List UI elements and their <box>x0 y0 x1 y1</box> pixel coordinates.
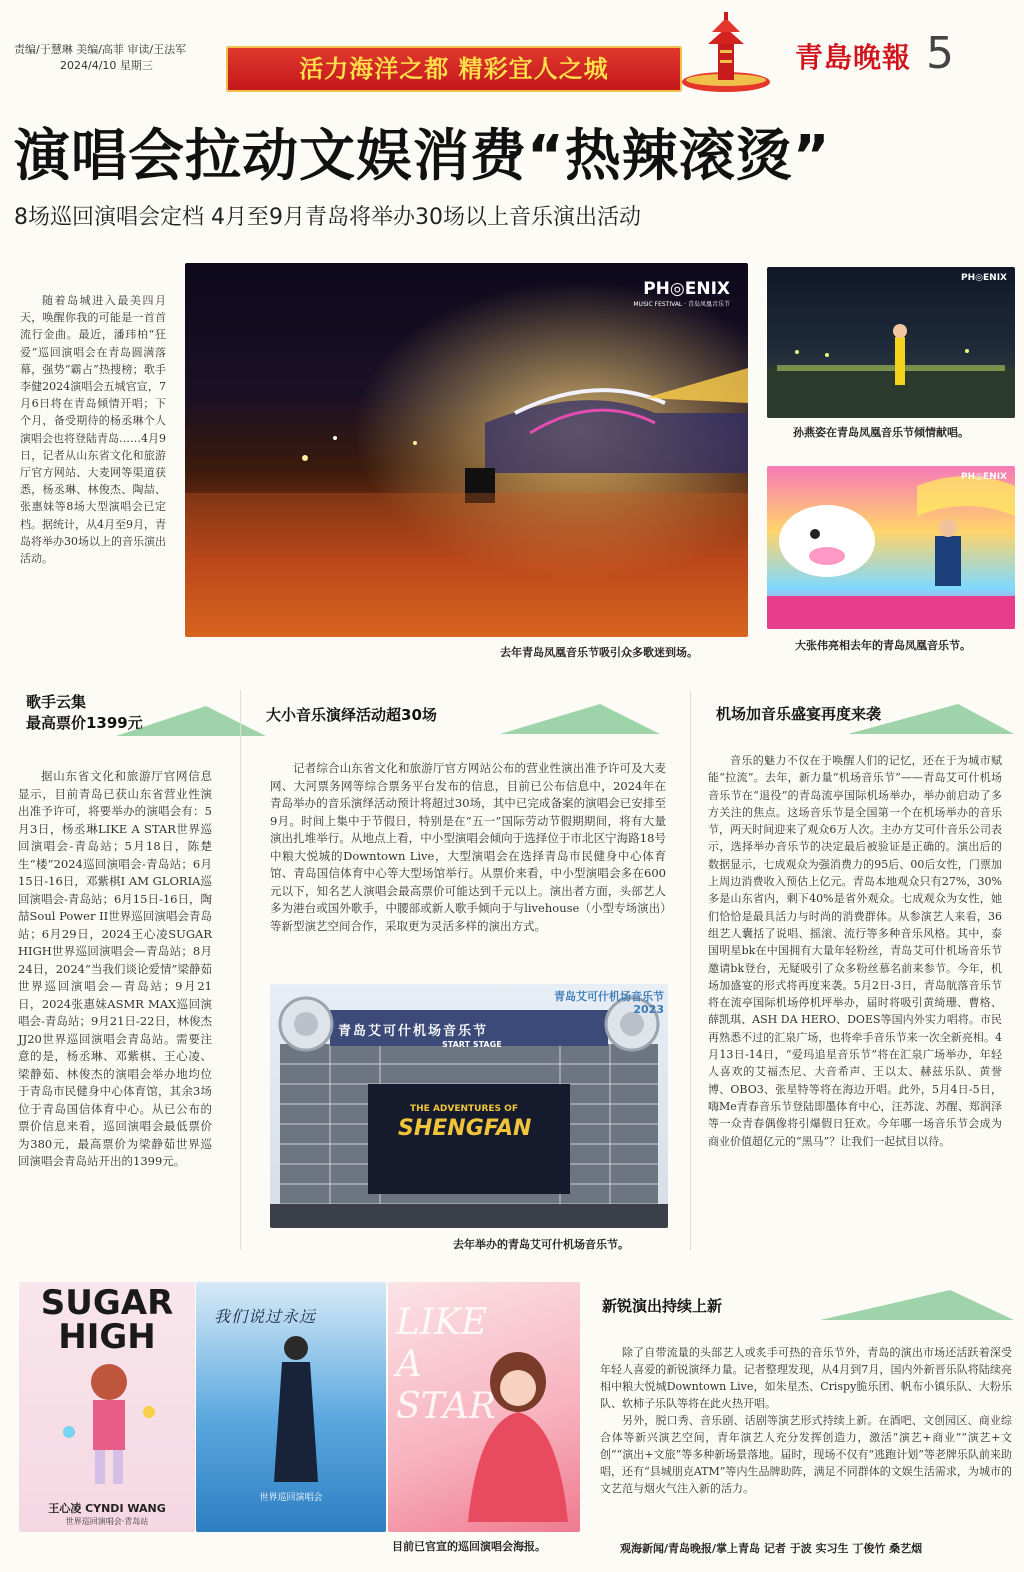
page-number: 5 <box>926 28 954 79</box>
phoenix-logo-small-2: PH◎ENIX <box>961 472 1007 482</box>
stadium-illustration <box>185 263 748 637</box>
stage-screen-text: SHENGFAN <box>398 1116 532 1141</box>
stage-screen-top: THE ADVENTURES OF <box>410 1104 518 1114</box>
main-photo-caption: 去年青岛凤凰音乐节吸引众多歌迷到场。 <box>500 646 698 659</box>
credits-editors: 责编/于慧琳 美编/高菲 审读/王法军 <box>14 43 187 56</box>
photo-performer-colorful <box>767 466 1015 629</box>
phoenix-logo-small: PH◎ENIX <box>961 273 1007 283</box>
subheadline: 8场巡回演唱会定档 4月至9月青岛将举办30场以上音乐演出活动 <box>14 205 641 230</box>
title-wedge-icon <box>500 704 660 734</box>
poster2-sub: 世界巡回演唱会 <box>259 1493 323 1503</box>
right-section-title: 机场加音乐盛宴再度来袭 <box>716 705 882 723</box>
byline: 观海新闻/青岛晚报/掌上青岛 记者 于波 实习生 丁俊竹 桑艺烟 <box>620 1542 923 1555</box>
left-title-line1: 歌手云集 <box>26 693 87 711</box>
bottom-paragraph-2: 另外，脱口秀、音乐剧、话剧等演艺形式持续上新。在酒吧、文创园区、商业综合体等新兴演艺空间，青年演艺人充分发挥创造力，激活“演艺+商业”“演艺+文创”“演出+文旅”等多种新场景落地。届时，现场不仅有“逃跑计划”等老牌乐队前来助唱，还有“县城朋克ATM”等内生品牌助阵，满足不同群体的文娱生活需求，为城市的文艺范与烟火气注入新的活力。 <box>600 1414 1012 1495</box>
mid-section-body: 记者综合山东省文化和旅游厅官方网站公布的营业性演出准予许可及大麦网、大河票务网等综合票务平台发布的信息，目前已公布信息中，2024年在青岛举办的音乐演绎活动预计将超过30场，其中已完成备案的演唱会已安排至9月。时间上集中于节假日，特别是在“五一”国际劳动节假期期间，将有大量演出扎堆举行。从地点上看，中小型演唱会倾向于选择位于市北区宁海路18号中粮大悦城的Downtown Live，大型演唱会在选择青岛市民健身中心体育馆、青岛国信体育中心等大型场馆举行。从票价来看，中小型演唱会多在600元以下，知名艺人演唱会最高票价可能达到千元以上。演出者方面，头部艺人多为港台或国外歌手，中腰部或新人歌手倾向于与livehouse（小型专场演出）等新型演艺空间合作，采取更为灵活多样的演出方式。 <box>270 761 666 933</box>
slogan-banner <box>226 46 682 92</box>
phoenix-logo-sub: MUSIC FESTIVAL · 青岛凤凰音乐节 <box>633 301 730 308</box>
main-photo-crowd <box>185 263 748 637</box>
page-credits <box>14 42 186 74</box>
stage-caption: 去年举办的青岛艾可什机场音乐节。 <box>453 1238 629 1251</box>
poster-we-said-forever <box>196 1282 386 1532</box>
left-section-body: 据山东省文化和旅游厅官网信息显示，目前青岛已获山东省营业性演出准予许可，将要举办的演唱会有：5月3日，杨丞琳LIKE A STAR世界巡回演唱会-青岛站；5月18日，陈楚生“楼”2024巡回演唱会-青岛站；6月15日-16日，邓紫棋I AM GLORIA巡回演唱会-青岛站；6月15日-16日，陶喆Soul Power II世界巡回演唱会青岛站；6月29日，2024王心凌SUGAR HIGH世界巡回演唱会—青岛站；8月24日，2024“当我们谈论爱情”梁静茹世界巡回演唱会—青岛站；9月21日，2024张惠妹ASMR MAX巡回演唱会-青岛站；9月21日-22日，林俊杰JJ20世界巡回演唱会青岛站。需要注意的是，杨丞琳、邓紫棋、王心凌、梁静茹、林俊杰的演唱会举办地均位于青岛市民健身中心体育馆，其余3场位于青岛国信体育中心。从已公布的票价信息来看，巡回演唱会最低票价为380元，最高票价为梁静茹世界巡回演唱会青岛站开出的1399元。 <box>18 769 212 1168</box>
singer-figure-icon <box>458 1342 578 1522</box>
poster3-title: LIKE A STAR <box>396 1302 496 1427</box>
poster1-title: SUGAR HIGH <box>40 1283 174 1357</box>
mid-right-caption: 大张伟亮相去年的青岛凤凰音乐节。 <box>795 639 971 652</box>
intro-text: 随着岛城进入最美四月天，唤醒你我的可能是一首首流行金曲。最近，潘玮柏“狂爱”巡回演唱会在青岛圆满落幕，强势“霸占”热搜榜；歌手李健2024演唱会五城官宣，7月6日将在青岛倾情开唱；下个月，备受期待的杨丞琳个人演唱会也将登陆青岛……4月9日，记者从山东省文化和旅游厅官方网站、大麦网等渠道获悉，杨丞琳、林俊杰、陶喆、张惠妹等8场大型演唱会已定档。据统计，从4月至9月，青岛将举办30场以上的音乐演出活动。 <box>20 294 166 566</box>
slogan-text: 活力海洋之都 精彩宜人之城 <box>299 55 609 83</box>
right-section-body: 音乐的魅力不仅在于唤醒人们的记忆，还在于为城市赋能“拉流”。去年，新力量“机场音乐节”——青岛艾可什机场音乐节在“退役”的青岛流亭国际机场举办，举办前启动了多方关注的焦点。这场音乐节是全国第一个在机场举办的音乐节，两天时间迎来了观众6万人次。主办方艾可什音乐公司表示，选择举办音乐节的决定最后被验证是正确的。演出后的数据显示，七成观众为强消费力的95后、00后女性，门票加上周边消费收入预估上亿元。青岛本地观众只有27%，30%多是山东省内，剩下40%是省外观众。七成观众为女性，她们恰恰是最具活力与时尚的消费群体。从参演艺人来看，36组艺人囊括了说唱、摇滚、流行等多种音乐风格。其中，泰国明星bk在中国拥有大量年轻粉丝，青岛艾可什机场音乐节邀请bk登台，无疑吸引了众多粉丝慕名前来参节。今年，机场加盛宴的形式将再度来袭。5月2日-3日，青岛航落音乐节将在流亭国际机场停机坪举办，届时将吸引黄绮珊、曹格、薛凯琪、ASH DA HERO、DOES等国内外实力唱将。市民再熟悉不过的汇泉广场，也将牵手音乐节来一次全新亮相。4月13日-14日，“爱玛追星音乐节”将在汇泉广场举办，年轻人喜欢的艾福杰尼、大音希声、王以太、赫兹乐队、黄誉博、OBO3、张星特等将在海边开唱。此外，5月4日-5日，嗨Me青春音乐节登陆即墨体育中心，汪苏泷、苏醒、郑润泽等一众青春偶像将引爆假日狂欢。今年哪一场音乐节会成为商业价值超亿元的“黑马”？让我们一起拭目以待。 <box>708 754 1002 1148</box>
posters-caption: 目前已官宣的巡回演唱会海报。 <box>392 1540 546 1553</box>
poster-like-a-star <box>388 1282 580 1532</box>
newspaper-name: 青島晚報 <box>795 41 912 74</box>
stage-corner-text: 青岛艾可什机场音乐节 2023 <box>554 990 664 1016</box>
poster-sugar-high <box>19 1282 195 1532</box>
bottom-section-title: 新锐演出持续上新 <box>602 1297 723 1315</box>
column-divider <box>240 690 241 1250</box>
singer-figure-icon <box>266 1332 326 1482</box>
poster2-title: 我们说过永远 <box>214 1307 317 1326</box>
phoenix-logo: PH◎ENIX <box>643 279 730 299</box>
title-wedge-icon <box>820 1290 1014 1320</box>
headline: 演唱会拉动文娱消费“热辣滚烫” <box>14 124 831 189</box>
poster1-artist: 王心凌 CYNDI WANG <box>48 1502 166 1515</box>
column-divider <box>690 690 691 1250</box>
left-title-line2: 最高票价1399元 <box>26 714 143 732</box>
singer-figure-icon <box>49 1352 169 1492</box>
top-right-caption: 孙燕姿在青岛凤凰音乐节倾情献唱。 <box>793 426 969 439</box>
issue-date: 2024/4/10 星期三 <box>60 59 153 72</box>
tower-logo-icon <box>678 10 774 96</box>
photo-performer-stage <box>767 267 1015 418</box>
left-section-title <box>26 692 236 734</box>
unicorn-illustration <box>767 466 1015 629</box>
bottom-section-body <box>600 1344 1012 1497</box>
mid-section-title: 大小音乐演绎活动超30场 <box>266 706 437 724</box>
stage-sub-text: START STAGE <box>442 1040 502 1049</box>
title-wedge-icon <box>848 704 1014 734</box>
poster1-sub: 世界巡回演唱会·青岛站 <box>65 1517 149 1526</box>
title-wedge-icon <box>116 706 266 736</box>
bottom-paragraph-1: 除了自带流量的头部艺人或炙手可热的音乐节外，青岛的演出市场还活跃着深受年轻人喜爱的新锐演绎力量。记者整理发现，从4月到7月，国内外新晋乐队将陆续亮相中粮大悦城Downtown Live，如朱星杰、Crispy脆乐团、帆布小镇乐队、大粉乐队、软柿子乐队等将在此火热开唱。 <box>600 1346 1012 1410</box>
photo-airport-stage <box>270 984 668 1228</box>
performer-illustration <box>767 267 1015 418</box>
stage-banner-text: 青岛艾可什机场音乐节 <box>338 1024 489 1039</box>
